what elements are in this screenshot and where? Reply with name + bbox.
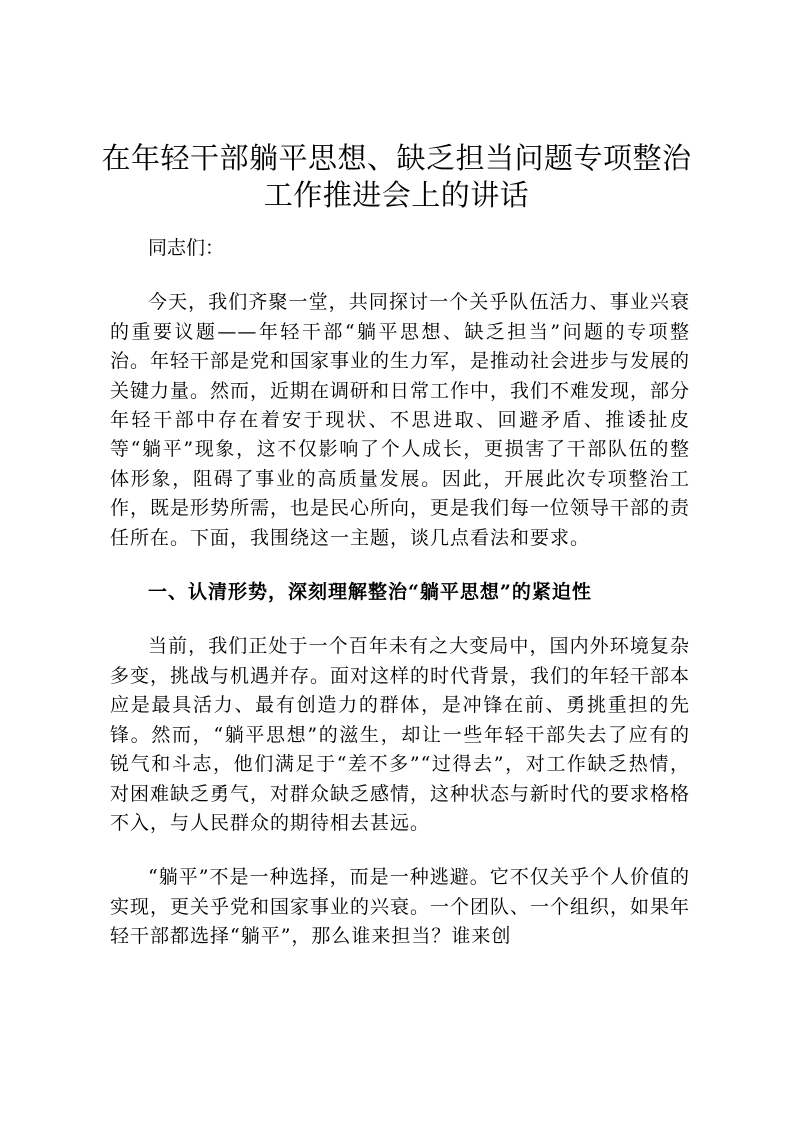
title-line-2: 工作推进会上的讲话 (263, 178, 530, 212)
salutation: 同志们： (148, 237, 225, 259)
paragraph-intro: 今天，我们齐聚一堂，共同探讨一个关乎队伍活力、事业兴衰的重要议题——年轻干部“躺平思想、缺乏担当”问题的专项整治。年轻干部是党和国家事业的生力军，是推动社会进步与发展的关键力量。然而，近期在调研和日常工作中，我们不难发现，部分年轻干部中存在着安于现状、不思进取、回避矛盾、推诿扯皮等“躺平”现象，这不仅影响了个人成长，更损害了干部队伍的整体形象，阻碍了事业的高质量发展。因此，开展此次专项整治工作，既是形势所需，也是民心所向，更是我们每一位领导干部的责任所在。下面，我围绕这一主题，谈几点看法和要求。 (110, 291, 691, 549)
paragraph-situation: 当前，我们正处于一个百年未有之大变局中，国内外环境复杂多变，挑战与机遇并存。面对这样的时代背景，我们的年轻干部本应是最具活力、最有创造力的群体，是冲锋在前、勇挑重担的先锋。然而，“躺平思想”的滋生，却让一些年轻干部失去了应有的锐气和斗志，他们满足于“差不多”“过得去”，对工作缺乏热情，对困难缺乏勇气，对群众缺乏感情，这种状态与新时代的要求格格不入，与人民群众的期待相去甚远。 (110, 635, 691, 834)
title-line-1: 在年轻干部躺平思想、缺乏担当问题专项整治 (101, 141, 692, 175)
paragraph-lying-flat: “躺平”不是一种选择，而是一种逃避。它不仅关乎个人价值的实现，更关乎党和国家事业的兴衰。一个团队、一个组织，如果年轻干部都选择“躺平”，那么谁来担当？谁来创 (110, 866, 691, 948)
document-body (110, 234, 690, 977)
section-heading-1: 一、认清形势，深刻理解整治“躺平思想”的紧迫性 (148, 581, 592, 604)
document-title (60, 140, 733, 214)
